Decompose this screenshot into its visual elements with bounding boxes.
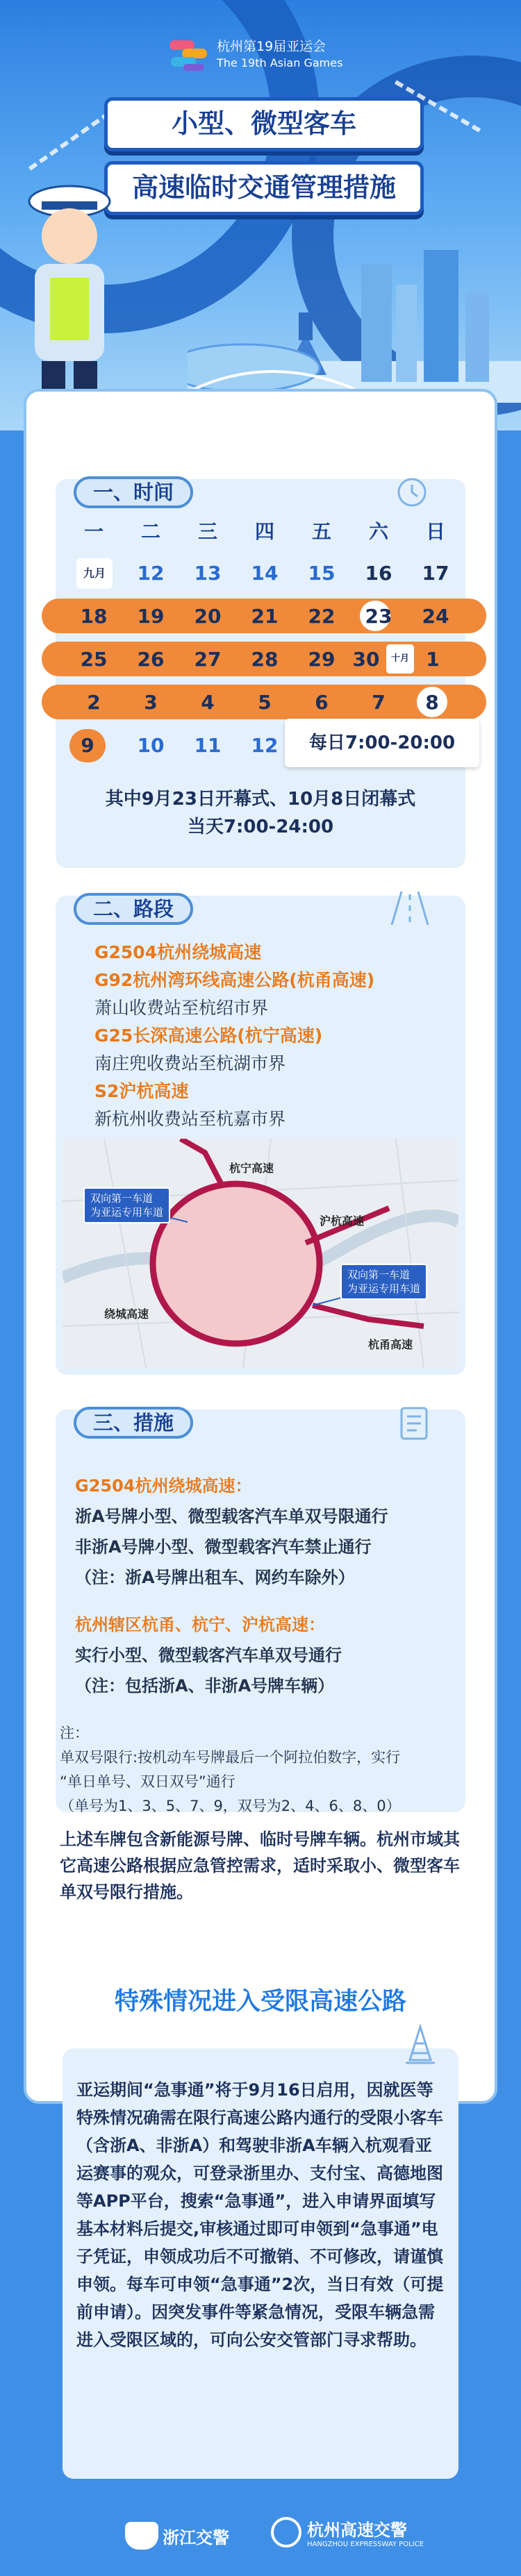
daily-hours-box: 每日7:00-20:00	[285, 719, 479, 767]
measure-line: 浙A号牌小型、微型载客汽车单双号限通行	[75, 1507, 388, 1526]
calendar-day: 4	[201, 691, 215, 714]
calendar-day: 11	[194, 734, 222, 757]
calendar-day: 21	[251, 605, 279, 628]
route-line: G2504杭州绕城高速	[94, 942, 262, 962]
calendar-day: 5	[258, 691, 272, 714]
calendar-day: 3	[144, 691, 158, 714]
asian-games-logo	[167, 36, 342, 74]
weekday: 三	[197, 520, 217, 543]
document-icon	[399, 1405, 429, 1441]
measure-line: G2504杭州绕城高速：	[75, 1476, 252, 1496]
calendar-day: 25	[80, 648, 108, 671]
footer-logo-hz-expressway-police	[271, 2516, 424, 2548]
measure-line: 杭州辖区杭甬、杭宁、沪杭高速：	[75, 1615, 325, 1634]
main-title-line1: 小型、微型客车	[104, 97, 424, 151]
ceremony-note: 其中9月23日开幕式、10月8日闭幕式	[105, 789, 416, 810]
calendar-day: 6	[315, 691, 329, 714]
calendar-day: 2	[87, 691, 101, 714]
special-body: 亚运期间“急事通”将于9月16日启用，因就医等特殊情况确需在限行高速公路内通行的受限小客车（含浙A、非浙A）和驾驶非浙A车辆入杭观看亚运赛事的观众，可登录浙里办、支付宝、高德地图等APP平台，搜索“急事通”，进入申请界面填写基本材料后提交,审核通过即可申领到“急事通”电子凭证，申领成功后不可撤销、不可修改，请谨慎申领。每车可申领“急事通”2次，当日有效（可提前申请）。因突发事件等紧急情况，受限车辆急需进入受限区域的，可向公安交管部门寻求帮助。	[76, 2080, 444, 2350]
calendar-day: 30	[352, 648, 380, 671]
calendar-day: 12	[251, 734, 279, 757]
weekday: 六	[368, 520, 388, 543]
footer-right-logo-text: 杭州高速交警	[307, 2520, 407, 2540]
section-tag-time: 一、时间	[74, 476, 193, 508]
expressway-police-emblem-icon	[271, 2517, 301, 2548]
map-callout-left: 双向第一车道 为亚运专用车道	[83, 1187, 170, 1223]
calendar-day: 13	[194, 562, 222, 585]
calendar-week-row	[69, 555, 458, 592]
footer-logo-zhejiang-police	[125, 2522, 229, 2550]
clock-icon	[396, 476, 428, 508]
map-label-raocheng: 绕城高速	[104, 1307, 149, 1321]
route-line: 南庄兜收费站至杭湖市界	[94, 1053, 286, 1073]
footer	[0, 2500, 521, 2576]
month-sep-label: 九月	[76, 558, 113, 589]
calendar-day: 19	[137, 605, 165, 628]
measure-line: （注：包括浙A、非浙A号牌车辆）	[75, 1676, 335, 1696]
city-skyline-illustration	[188, 250, 521, 403]
main-title-line2: 高速临时交通管理措施	[104, 161, 424, 215]
police-badge-icon	[125, 2522, 158, 2550]
road-icon	[389, 889, 431, 928]
special-title: 特殊情况进入受限高速公路	[114, 1988, 406, 2016]
calendar-day: 12	[137, 562, 165, 585]
traffic-cone-icon	[403, 2024, 438, 2066]
calendar-day: 24	[422, 605, 449, 628]
month-sep-label: 十月	[386, 644, 414, 674]
traffic-police-mascot-illustration	[14, 174, 118, 424]
map-label-hangyong: 杭甬高速	[368, 1338, 413, 1351]
calendar-day-closing: 8	[425, 691, 439, 714]
notes-label: 注：	[60, 1725, 89, 1741]
calendar-day: 29	[308, 648, 336, 671]
route-line: 新杭州收费站至杭嘉市界	[94, 1109, 286, 1129]
calendar-day: 7	[372, 691, 386, 714]
calendar-weekday-row	[69, 514, 458, 550]
restricted-days-stripe	[42, 599, 486, 633]
logo-title-cn: 杭州第19届亚运会	[217, 39, 326, 54]
notes-line: “单日单号、双日双号”通行	[60, 1773, 235, 1790]
footer-left-logo-text: 浙江交警	[163, 2527, 229, 2548]
calendar-day: 14	[251, 562, 279, 585]
calendar-day-opening: 23	[365, 605, 392, 628]
weekday: 一	[83, 520, 104, 543]
route-line: S2沪杭高速	[94, 1081, 189, 1101]
map-label-huhang: 沪杭高速	[320, 1214, 365, 1228]
calendar-day: 27	[194, 648, 222, 671]
notes-paragraph: 上述车牌包含新能源号牌、临时号牌车辆。杭州市域其它高速公路根据应急管控需求，适时采取小、微型客车单双号限行措施。	[60, 1830, 460, 1902]
footer-right-sub: HANGZHOU EXPRESSWAY POLICE	[307, 2541, 424, 2548]
calendar-day: 17	[422, 562, 449, 585]
notes-line: 单双号限行:按机动车号牌最后一个阿拉伯数字，实行	[60, 1749, 401, 1766]
measure-line: 非浙A号牌小型、微型载客汽车禁止通行	[75, 1537, 372, 1557]
restricted-days-stripe	[42, 642, 486, 676]
route-line: 萧山收费站至杭绍市界	[94, 998, 269, 1018]
calendar-day: 20	[194, 605, 222, 628]
weekday: 五	[311, 520, 331, 543]
calendar-day: 1	[426, 648, 440, 671]
restricted-days-stripe	[42, 685, 486, 719]
calendar-day: 15	[308, 562, 336, 585]
calendar-day: 9	[81, 734, 94, 757]
route-line: G92杭州湾环线高速公路(杭甬高速)	[94, 970, 375, 990]
measure-line: 实行小型、微型载客汽车单双号通行	[75, 1646, 342, 1665]
asian-games-emblem-icon	[167, 36, 210, 74]
section-tag-route: 二、路段	[74, 893, 193, 925]
calendar-day: 18	[80, 605, 108, 628]
ceremony-hours: 当天7:00-24:00	[187, 817, 334, 837]
weekday: 日	[425, 520, 445, 543]
calendar-day: 26	[137, 648, 165, 671]
measure-line: （注：浙A号牌出租车、网约车除外）	[75, 1568, 355, 1587]
route-line: G25长深高速公路(杭宁高速)	[94, 1026, 323, 1046]
weekday: 四	[254, 520, 274, 543]
map-callout-right: 双向第一车道 为亚运专用车道	[340, 1264, 427, 1300]
route-map	[63, 1139, 458, 1368]
notes-line: （单号为1、3、5、7、9，双号为2、4、6、8、0）	[60, 1798, 401, 1814]
calendar-day: 22	[308, 605, 336, 628]
section-tag-measure: 三、措施	[74, 1407, 193, 1439]
logo-title-en: The 19th Asian Games	[217, 56, 343, 69]
weekday: 二	[140, 520, 160, 543]
calendar-day: 28	[251, 648, 279, 671]
calendar-day: 10	[137, 734, 165, 757]
map-label-hangning: 杭宁高速	[229, 1162, 274, 1175]
calendar-day: 16	[365, 562, 392, 585]
